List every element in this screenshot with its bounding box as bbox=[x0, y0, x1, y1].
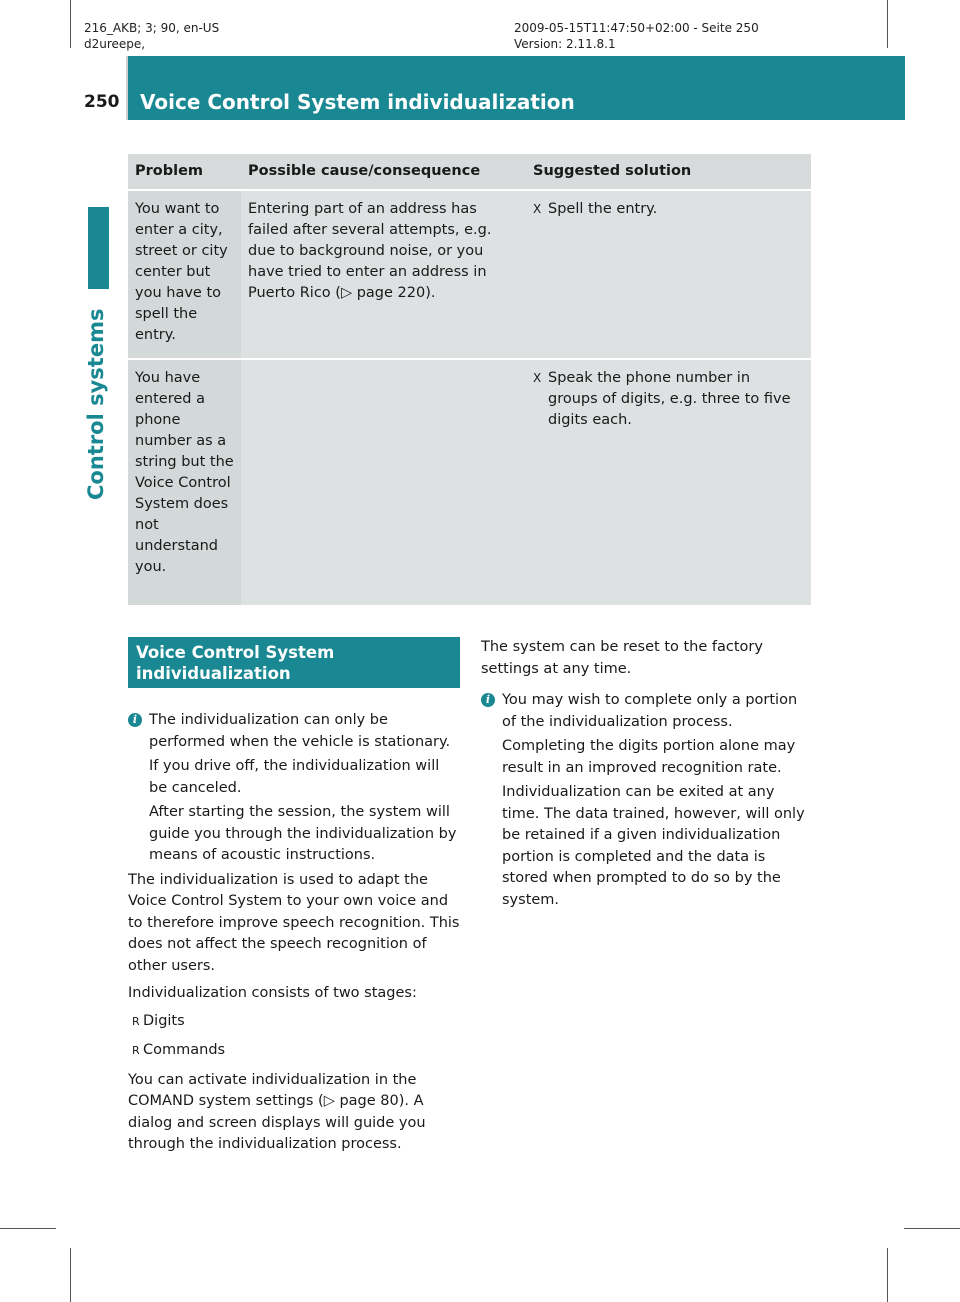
body-paragraph: The individualization is used to adapt the Voice Control System to your own voice and to therefore improve speech recognition. This does not affect the speech recognition of other users. bbox=[128, 871, 460, 974]
crop-mark bbox=[0, 1228, 56, 1229]
crop-mark bbox=[887, 1248, 888, 1302]
page-number: 250 bbox=[84, 92, 120, 112]
body-paragraph: You can activate individualization in the COMAND system settings (▷ page 80). A dialog and screen displays will guide you through the individualization process. bbox=[128, 1071, 426, 1152]
print-meta-line: 216_AKB; 3; 90, en-US bbox=[84, 21, 220, 35]
cell-cause bbox=[241, 360, 526, 607]
note-paragraph: If you drive off, the individualization will be canceled. bbox=[149, 758, 440, 796]
header-solution: Suggested solution bbox=[526, 154, 811, 191]
cell-solution bbox=[526, 191, 811, 360]
print-meta-line: d2ureepe, bbox=[84, 37, 146, 51]
info-note bbox=[128, 710, 460, 870]
list-item-text: Commands bbox=[143, 1042, 226, 1058]
header-cause: Possible cause/consequence bbox=[241, 154, 526, 191]
page-title: Voice Control System individualization bbox=[140, 90, 575, 114]
cell-problem: You want to enter a city, street or city center but you have to spell the entry. bbox=[128, 191, 241, 360]
info-note-body bbox=[502, 690, 813, 914]
note-paragraph: Individualization can be exited at any time. The data trained, however, will only be retained if a given individualization portion is completed and the data is stored when prompted to do so by the system. bbox=[502, 784, 805, 908]
sidebar-label-text: Control systems bbox=[84, 308, 108, 500]
bullet-icon: R bbox=[132, 1014, 140, 1028]
cell-problem: You have entered a phone number as a string but the Voice Control System does not understand you. bbox=[128, 360, 241, 607]
arrow-icon: X bbox=[533, 202, 542, 216]
list-item bbox=[128, 1040, 460, 1062]
list-item bbox=[128, 1011, 460, 1033]
note-paragraph: You may wish to complete only a portion of the individualization process. bbox=[502, 692, 798, 730]
info-icon: i bbox=[481, 693, 495, 707]
info-note bbox=[481, 690, 813, 914]
crop-mark bbox=[70, 1248, 71, 1302]
info-note-body bbox=[149, 710, 460, 870]
sidebar-tab-marker bbox=[88, 207, 109, 289]
header-problem: Problem bbox=[128, 154, 241, 191]
header-band bbox=[128, 56, 905, 120]
info-icon: i bbox=[128, 713, 142, 727]
section-heading: Voice Control System individualization bbox=[128, 637, 460, 688]
arrow-icon: X bbox=[533, 371, 542, 385]
solution-step bbox=[533, 368, 804, 431]
cell-cause: Entering part of an address has failed after several attempts, e.g. due to background noise, or you have tried to enter an address in Puerto Rico (▷ page 220). bbox=[241, 191, 526, 360]
table-header-row bbox=[128, 154, 811, 191]
troubleshooting-table bbox=[128, 154, 811, 607]
print-meta-line: 2009-05-15T11:47:50+02:00 - Seite 250 bbox=[514, 21, 759, 35]
body-paragraph: Individualization consists of two stages: bbox=[128, 985, 417, 1001]
crop-mark bbox=[70, 0, 71, 48]
note-paragraph: The individualization can only be performed when the vehicle is stationary. bbox=[149, 712, 451, 750]
solution-text: Speak the phone number in groups of digits, e.g. three to five digits each. bbox=[548, 370, 791, 428]
right-column bbox=[481, 637, 813, 914]
print-meta-right bbox=[514, 20, 759, 52]
crop-mark bbox=[904, 1228, 960, 1229]
table-row bbox=[128, 191, 811, 360]
note-paragraph: Completing the digits portion alone may result in an improved recognition rate. bbox=[502, 738, 796, 776]
crop-mark bbox=[887, 0, 888, 48]
left-column bbox=[128, 637, 460, 1162]
print-meta-line: Version: 2.11.8.1 bbox=[514, 37, 616, 51]
cell-solution bbox=[526, 360, 811, 607]
table-row bbox=[128, 360, 811, 607]
solution-text: Spell the entry. bbox=[548, 201, 658, 217]
note-paragraph: After starting the session, the system will guide you through the individualization by means of acoustic instructions. bbox=[149, 804, 457, 863]
print-meta-left bbox=[84, 20, 219, 52]
bullet-icon: R bbox=[132, 1044, 140, 1057]
list-item-text: Digits bbox=[143, 1012, 185, 1029]
solution-step bbox=[533, 199, 804, 220]
body-paragraph: The system can be reset to the factory settings at any time. bbox=[481, 639, 763, 677]
